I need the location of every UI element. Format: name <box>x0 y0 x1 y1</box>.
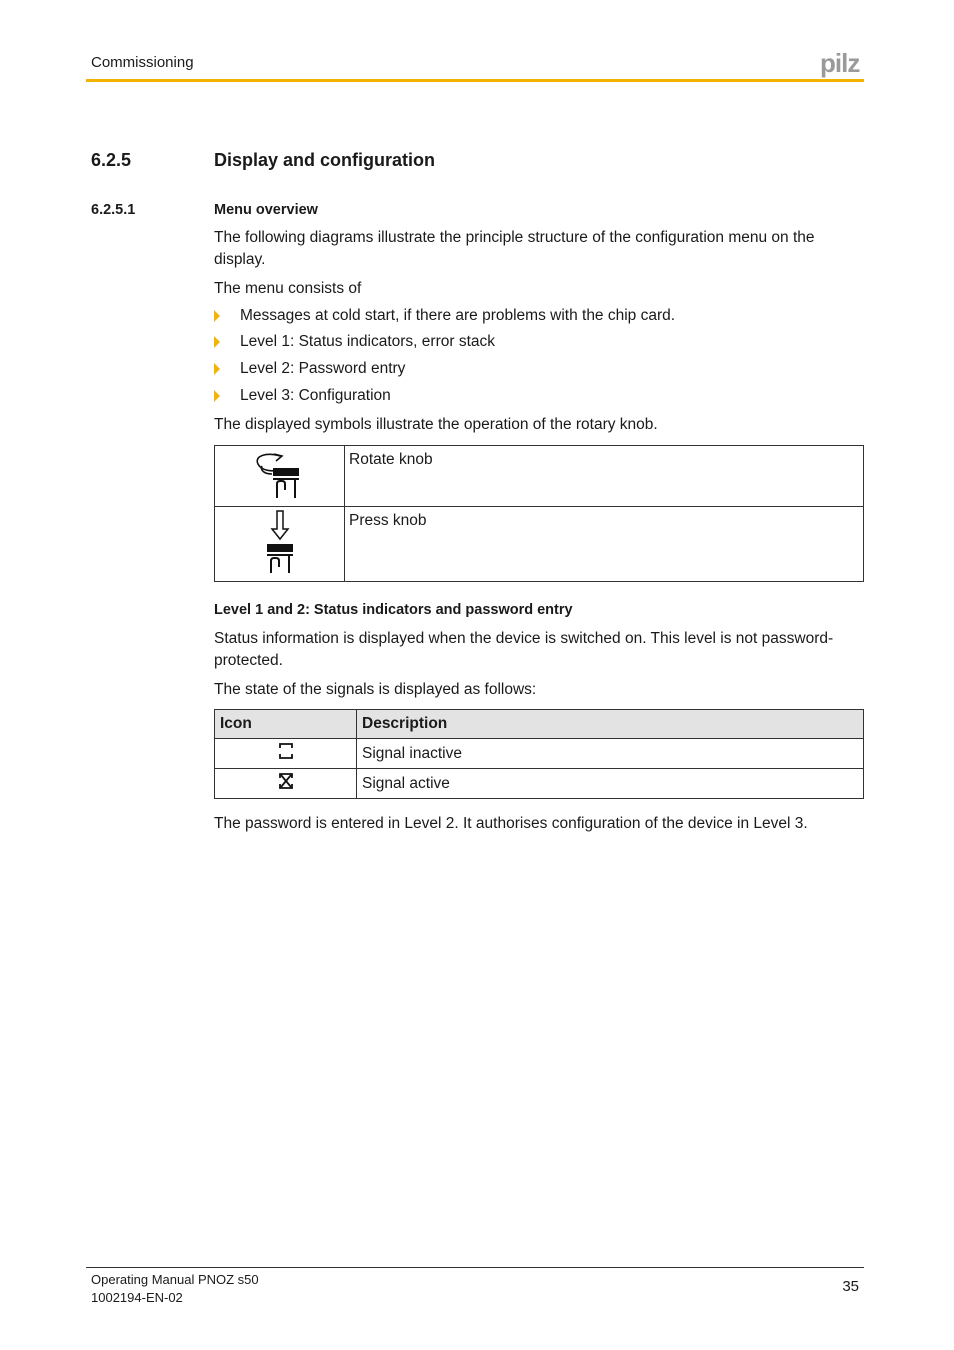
press-knob-label: Press knob <box>345 507 864 582</box>
state-signals-text: The state of the signals is displayed as follows: <box>214 681 537 698</box>
col-header-icon: Icon <box>215 710 357 739</box>
table-row <box>215 446 864 507</box>
rotate-knob-icon <box>252 448 308 500</box>
header-rule <box>86 79 864 82</box>
level12-heading: Level 1 and 2: Status indicators and password entry <box>214 602 573 618</box>
header-section-title: Commissioning <box>91 54 194 71</box>
svg-text:pilz: pilz <box>820 50 860 78</box>
table-row <box>215 769 864 799</box>
bullet-arrow-icon <box>214 363 220 375</box>
section-title: Display and configuration <box>214 150 436 170</box>
subsection-number: 6.2.5.1 <box>91 202 136 218</box>
signal-active-icon <box>279 773 293 789</box>
footer-rule <box>86 1267 864 1268</box>
bullet-arrow-icon <box>214 310 220 322</box>
signal-inactive-icon <box>279 743 293 759</box>
menu-consists-text: The menu consists of <box>214 280 362 297</box>
bullet-arrow-icon <box>214 390 220 402</box>
footer-doc-number: 1002194-EN-02 <box>91 1290 183 1305</box>
knob-symbols-table <box>214 445 864 582</box>
password-note: The password is entered in Level 2. It authorises configuration of the device in Level 3. <box>214 815 808 832</box>
bullet-arrow-icon <box>214 336 220 348</box>
signal-active-label: Signal active <box>357 769 864 799</box>
intro-paragraph: The following diagrams illustrate the principle structure of the configuration menu on the display. <box>214 229 815 268</box>
table-row <box>215 507 864 582</box>
press-knob-icon <box>260 509 300 575</box>
symbols-intro-text: The displayed symbols illustrate the operation of the rotary knob. <box>214 416 658 433</box>
section-number: 6.2.5 <box>91 150 132 170</box>
subsection-title: Menu overview <box>214 202 318 218</box>
col-header-description: Description <box>357 710 864 739</box>
signal-table <box>214 709 864 799</box>
table-row <box>215 739 864 769</box>
pilz-logo <box>820 50 864 78</box>
status-info-paragraph: Status information is displayed when the device is switched on. This level is not password-protected. <box>214 630 834 669</box>
footer-manual-title: Operating Manual PNOZ s50 <box>91 1272 259 1287</box>
rotate-knob-label: Rotate knob <box>345 446 864 507</box>
page-number: 35 <box>842 1278 859 1295</box>
table-header-row <box>215 710 864 739</box>
signal-inactive-label: Signal inactive <box>357 739 864 769</box>
